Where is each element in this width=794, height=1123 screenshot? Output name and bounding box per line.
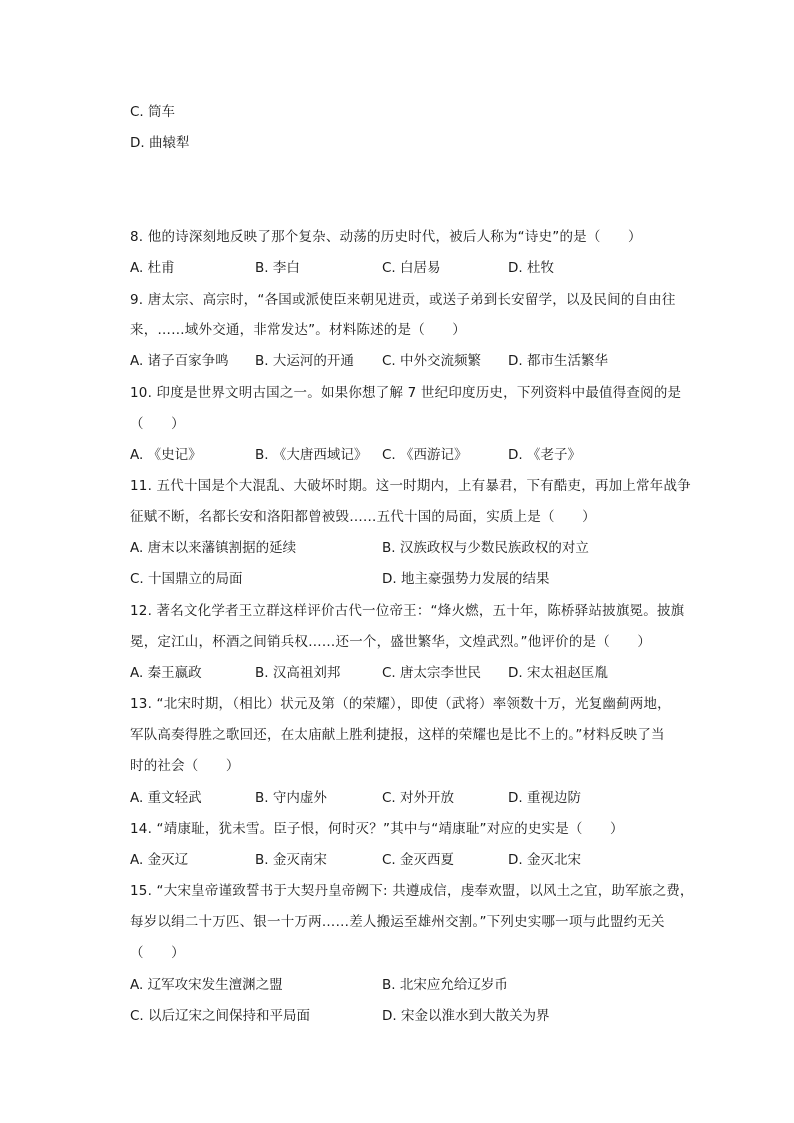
question-11-option-c: C. 十国鼎立的局面 — [130, 571, 243, 587]
question-11-option-a: A. 唐末以来藩镇割据的延续 — [130, 540, 297, 556]
question-10-stem-line-2: （ ） — [130, 416, 185, 432]
question-9-option-c: C. 中外交流频繁 — [382, 353, 482, 369]
question-15-option-c: C. 以后辽宋之间保持和平局面 — [130, 1008, 311, 1024]
question-10-option-b: B. 《大唐西域记》 — [255, 447, 368, 463]
question-11-option-d: D. 地主豪强势力发展的结果 — [382, 571, 550, 587]
question-12-stem-line-1: 12. 著名文化学者王立群这样评价古代一位帝王：“烽火燃，五十年，陈桥驿站披旗冕。披旗 — [130, 603, 685, 619]
question-10-option-c: C. 《西游记》 — [382, 447, 468, 463]
question-12-option-d: D. 宋太祖赵匡胤 — [508, 665, 608, 681]
question-14-option-a: A. 金灭辽 — [130, 852, 189, 868]
question-15-option-d: D. 宋金以淮水到大散关为界 — [382, 1008, 550, 1024]
question-13-option-b: B. 守内虚外 — [255, 790, 327, 806]
question-8-option-d: D. 杜牧 — [508, 260, 554, 276]
question-14-stem: 14. “靖康耻，犹未雪。臣子恨，何时灭？”其中与“靖康耻”对应的史实是（ ） — [130, 821, 624, 837]
question-8-option-b: B. 李白 — [255, 260, 300, 276]
question-8-stem: 8. 他的诗深刻地反映了那个复杂、动荡的历史时代，被后人称为“诗史”的是（ ） — [130, 229, 642, 245]
question-12-stem-line-2: 冕，定江山，杯酒之间销兵权……还一个，盛世繁华，文煌武烈。”他评价的是（ ） — [130, 634, 652, 650]
question-15-stem-line-3: （ ） — [130, 945, 185, 961]
option-c-prev: C. 筒车 — [130, 104, 176, 120]
question-12-option-b: B. 汉高祖刘邦 — [255, 665, 341, 681]
question-15-stem-line-2: 每岁以绢二十万匹、银一十万两……差人搬运至雄州交割。”下列史实哪一项与此盟约无关 — [130, 914, 665, 930]
question-9-option-b: B. 大运河的开通 — [255, 353, 354, 369]
question-15-option-a: A. 辽军攻宋发生澶渊之盟 — [130, 977, 283, 993]
question-10-stem-line-1: 10. 印度是世界文明古国之一。如果你想了解 7 世纪印度历史，下列资料中最值得查阅的是 — [130, 385, 682, 401]
question-8-option-a: A. 杜甫 — [130, 260, 175, 276]
question-15-stem-line-1: 15. “大宋皇帝谨致誓书于大契丹皇帝阙下: 共遵成信，虔奉欢盟，以风土之宜，助军旅之费， — [130, 883, 694, 899]
question-13-option-c: C. 对外开放 — [382, 790, 455, 806]
question-14-option-c: C. 金灭西夏 — [382, 852, 455, 868]
question-15-option-b: B. 北宋应允给辽岁币 — [382, 977, 508, 993]
question-13-option-a: A. 重文轻武 — [130, 790, 202, 806]
question-11-stem-line-1: 11. 五代十国是个大混乱、大破坏时期。这一时期内，上有暴君，下有酷吏，再加上常年战争 — [130, 478, 691, 494]
question-13-option-d: D. 重视边防 — [508, 790, 581, 806]
question-10-option-d: D. 《老子》 — [508, 447, 581, 463]
question-10-option-a: A. 《史记》 — [130, 447, 202, 463]
question-9-option-d: D. 都市生活繁华 — [508, 353, 608, 369]
question-9-option-a: A. 诸子百家争鸣 — [130, 353, 229, 369]
question-9-stem-line-2: 来，……域外交通，非常发达”。材料陈述的是（ ） — [130, 322, 466, 338]
question-13-stem-line-1: 13. “北宋时期，（相比）状元及第（的荣耀），即使（武将）率领数十万，光复幽蓟两地， — [130, 696, 671, 712]
question-11-stem-line-2: 征赋不断，名都长安和洛阳都曾被毁……五代十国的局面，实质上是（ ） — [130, 509, 596, 525]
question-8-option-c: C. 白居易 — [382, 260, 441, 276]
question-9-stem-line-1: 9. 唐太宗、高宗时，“各国或派使臣来朝见进贡，或送子弟到长安留学，以及民间的自由往 — [130, 292, 676, 308]
option-d-prev: D. 曲辕犁 — [130, 135, 190, 151]
question-13-stem-line-3: 时的社会（ ） — [130, 758, 240, 774]
question-14-option-b: B. 金灭南宋 — [255, 852, 327, 868]
question-13-stem-line-2: 军队高奏得胜之歌回还，在太庙献上胜利捷报，这样的荣耀也是比不上的。”材料反映了当 — [130, 727, 665, 743]
question-11-option-b: B. 汉族政权与少数民族政权的对立 — [382, 540, 589, 556]
question-14-option-d: D. 金灭北宋 — [508, 852, 581, 868]
question-12-option-c: C. 唐太宗李世民 — [382, 665, 482, 681]
question-12-option-a: A. 秦王嬴政 — [130, 665, 202, 681]
